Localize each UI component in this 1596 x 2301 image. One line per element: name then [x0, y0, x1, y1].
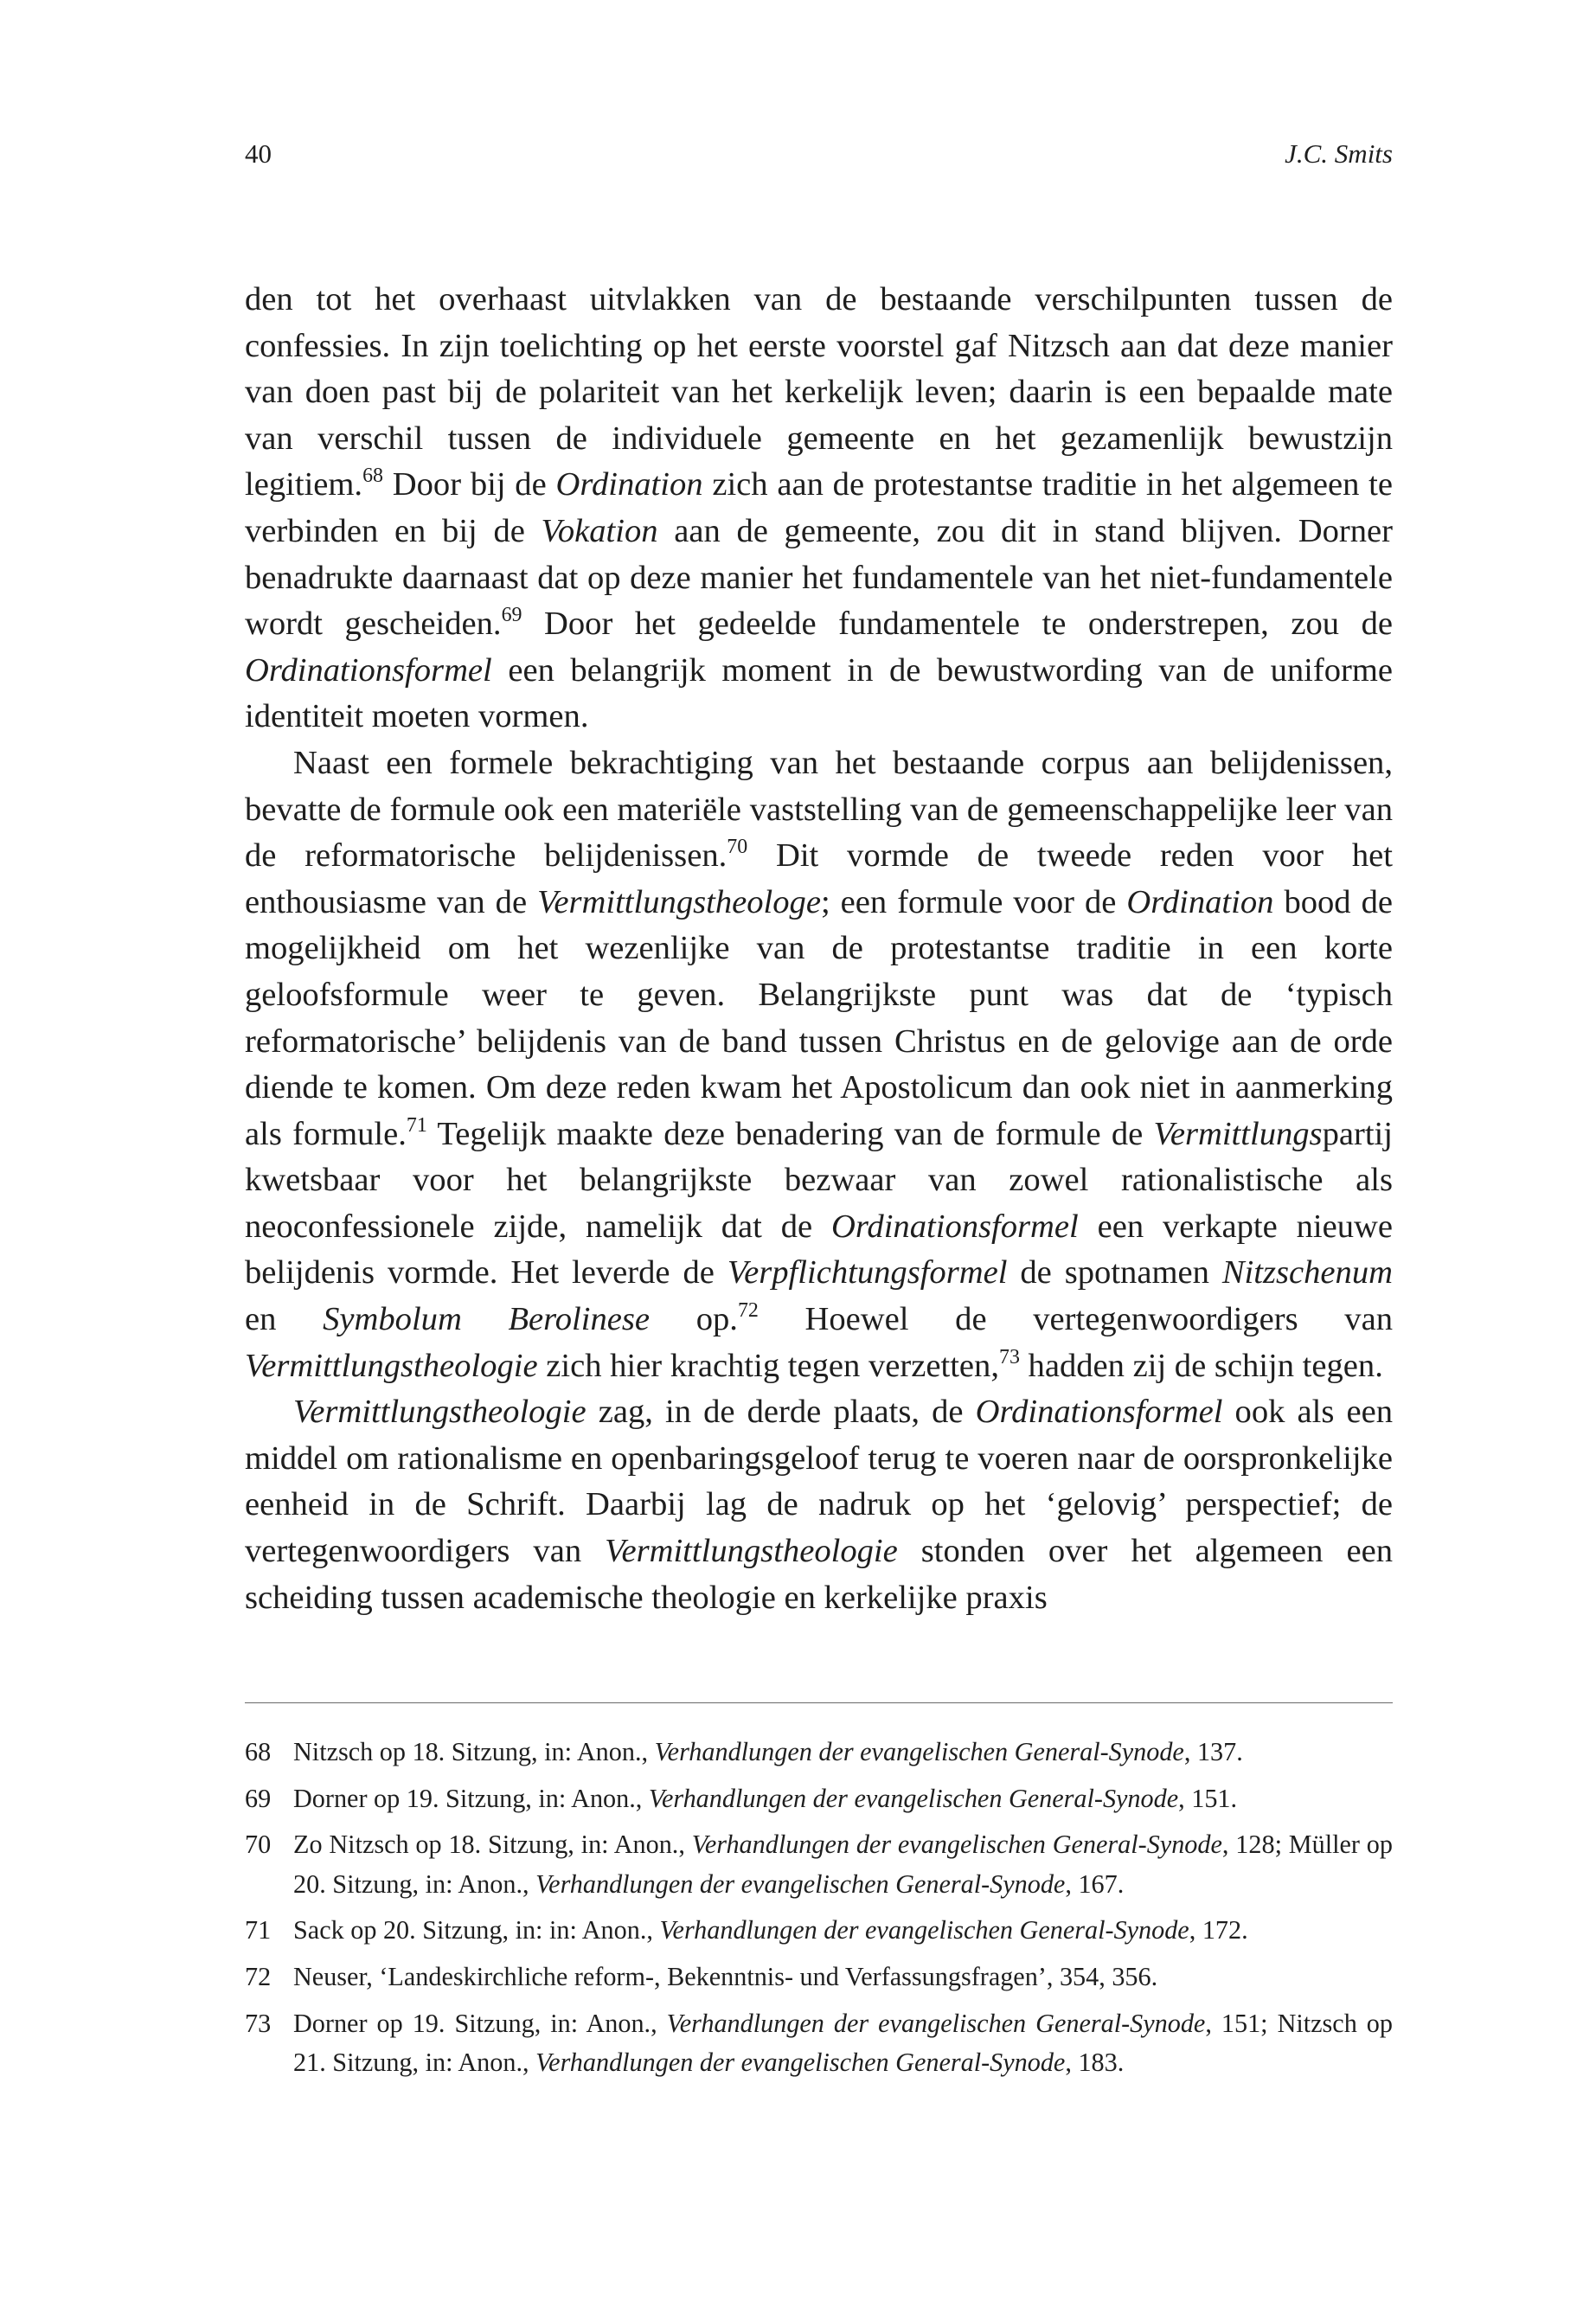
italic-text: Vermittlungstheologie — [293, 1394, 586, 1431]
italic-text: Verhandlungen der evangelischen General-Synode — [666, 2008, 1206, 2038]
text-run: zag, in de derde plaats, de — [586, 1394, 976, 1431]
text-run: , 183. — [1065, 2048, 1125, 2078]
text-run: , 137. — [1183, 1737, 1243, 1766]
italic-text: Ordinationsformel — [830, 1208, 1079, 1245]
italic-text: Verpflichtungsformel — [727, 1254, 1008, 1292]
footnote-number: 69 — [245, 1783, 272, 1813]
footnote-text — [293, 1958, 1393, 1997]
italic-text: Verhandlungen der evangelischen General-Synode — [535, 1868, 1066, 1899]
footnote-number: 71 — [245, 1915, 272, 1945]
footnote — [245, 1911, 1393, 1951]
text-run: Nitzsch op 18. Sitzung, in: Anon., — [293, 1737, 655, 1766]
italic-text: Verhandlungen der evangelischen General-Synode — [654, 1737, 1184, 1766]
footnote — [245, 1825, 1393, 1904]
text-run: , 172. — [1189, 1915, 1248, 1945]
footnote — [245, 1779, 1393, 1819]
page-number: 40 — [245, 138, 272, 169]
text-run: Tegelijk maakte deze benadering van de formule de — [426, 1115, 1154, 1152]
text-run: , 167. — [1065, 1868, 1125, 1899]
footnote-text — [293, 1911, 1393, 1951]
footnote-ref: 73 — [998, 1345, 1020, 1368]
text-run: Naast een formele bekrachtiging van het bestaande corpus aan belijdenissen, bevatte de formule ook een materiële vaststelling van de gemeenschappelijke leer van de reformatorische belijdenissen. — [245, 744, 1393, 875]
italic-text: Ordination — [555, 466, 703, 503]
body-text — [245, 277, 1393, 1621]
text-run: , 128; Müller op 20. Sitzung, in: Anon., — [293, 1830, 1393, 1899]
footnote — [245, 1733, 1393, 1772]
italic-text: Verhandlungen der evangelischen General-Synode — [648, 1783, 1179, 1813]
italic-text: Nitzschenum — [1221, 1254, 1393, 1292]
italic-text: Vermittlungstheologe — [537, 883, 821, 920]
text-run: Door bij de — [382, 466, 556, 503]
italic-text: Verhandlungen der evangelischen General-Synode — [691, 1830, 1222, 1860]
text-run: op. — [650, 1301, 738, 1338]
footnote-ref: 72 — [737, 1299, 759, 1323]
footnote-number: 68 — [245, 1737, 272, 1766]
footnote-number: 73 — [245, 2008, 272, 2038]
text-run: zich aan de protestantse traditie in het algemeen te verbinden en bij de — [245, 466, 1393, 549]
text-run: Sack op 20. Sitzung, in: in: Anon., — [293, 1915, 660, 1945]
running-header — [245, 138, 1393, 176]
text-run: Dorner op 19. Sitzung, in: Anon., — [293, 2008, 667, 2038]
text-run: hadden zij de schijn tegen. — [1019, 1347, 1383, 1384]
text-run: stonden over het algemeen een scheiding tussen academische theologie en kerkelijke praxis — [245, 1533, 1393, 1616]
text-run: aan de gemeente, zou dit in stand blijven. Dorner benadrukte daarnaast dat op deze manier het fundamentele van het niet-fundamentele wordt gescheiden. — [245, 512, 1393, 643]
footnote-number: 72 — [245, 1961, 272, 1991]
italic-text: Vermittlungstheologie — [605, 1533, 898, 1570]
footnote-text — [293, 1733, 1393, 1772]
italic-text: Vermittlungstheologie — [245, 1347, 538, 1384]
italic-text: Vermittlungs — [1153, 1115, 1323, 1152]
footnote-ref: 68 — [362, 465, 383, 488]
text-run: , 151. — [1178, 1783, 1238, 1813]
italic-text: Ordinationsformel — [245, 651, 492, 689]
text-run: Neuser, ‘Landeskirchliche reform-, Bekenntnis- und Verfassungsfragen’, 354, 356. — [293, 1961, 1158, 1991]
text-run: Door het gedeelde fundamentele te onderstrepen, zou de — [522, 606, 1393, 643]
running-head-author: J.C. Smits — [1285, 138, 1393, 169]
text-run: een verkapte nieuwe belijdenis vormde. Het leverde de — [245, 1208, 1394, 1292]
italic-text: Symbolum Berolinese — [323, 1301, 651, 1338]
italic-text: Verhandlungen der evangelischen General-Synode — [659, 1915, 1189, 1945]
footnote-number: 70 — [245, 1830, 272, 1860]
text-run: zich hier krachtig tegen verzetten, — [537, 1347, 999, 1384]
text-run: , 151; Nitzsch op 21. Sitzung, in: Anon., — [293, 2008, 1393, 2078]
footnote-ref: 70 — [727, 836, 748, 859]
text-run: de spotnamen — [1007, 1254, 1222, 1292]
text-run: een belangrijk moment in de bewustwording van de uniforme identiteit moeten vormen. — [245, 651, 1393, 735]
footnote-ref: 71 — [406, 1113, 427, 1137]
body-paragraph — [245, 740, 1393, 1389]
text-run: Hoewel de vertegenwoordigers van — [758, 1301, 1394, 1338]
footnotes — [245, 1733, 1393, 2090]
text-run: ; een formule voor de — [820, 883, 1127, 920]
text-run: partij kwetsbaar voor het belangrijkste bezwaar van zowel rationalistische als neoconfessionele zijde, namelijk dat de — [245, 1115, 1393, 1245]
text-run: Dit vormde de tweede reden voor het enthousiasme van de — [245, 837, 1393, 920]
text-run: Zo Nitzsch op 18. Sitzung, in: Anon., — [293, 1830, 692, 1860]
footnote-text — [293, 2004, 1393, 2083]
text-run: en — [245, 1301, 324, 1338]
footnote-text — [293, 1779, 1393, 1819]
footnote — [245, 1958, 1393, 1997]
italic-text: Vokation — [541, 512, 658, 549]
footnote-separator — [245, 1702, 1393, 1703]
body-paragraph — [245, 1389, 1393, 1621]
body-paragraph — [245, 277, 1393, 740]
italic-text: Ordination — [1126, 883, 1274, 920]
text-run: den tot het overhaast uitvlakken van de bestaande verschilpunten tussen de confessies. In zijn toelichting op het eerste voorstel gaf Nitzsch aan dat deze manier van doen past bij de polariteit van het kerkelijk leven; daarin is een bepaalde mate van verschil tussen de individuele gemeente en het gezamenlijk bewustzijn legitiem. — [245, 281, 1393, 503]
text-run: Dorner op 19. Sitzung, in: Anon., — [293, 1783, 649, 1813]
italic-text: Verhandlungen der evangelischen General-Synode — [535, 2048, 1066, 2078]
italic-text: Ordinationsformel — [975, 1394, 1223, 1431]
footnote — [245, 2004, 1393, 2083]
text-run: ook als een middel om rationalisme en openbaringsgeloof terug te voeren naar de oorspronkelijke eenheid in de Schrift. Daarbij lag de nadruk op het ‘gelovig’ perspectief; de vertegenwoordigers van — [245, 1394, 1393, 1570]
text-run: bood de mogelijkheid om het wezenlijke van de protestantse traditie in een korte geloofsformule weer te geven. Belangrijkste punt was dat de ‘typisch reformatorische’ belijdenis van de band tussen Christus en de gelovige aan de orde diende te komen. Om deze reden kwam het Apostolicum dan ook niet in aanmerking als formule. — [245, 883, 1393, 1152]
footnote-ref: 69 — [501, 604, 522, 627]
footnote-text — [293, 1825, 1393, 1904]
